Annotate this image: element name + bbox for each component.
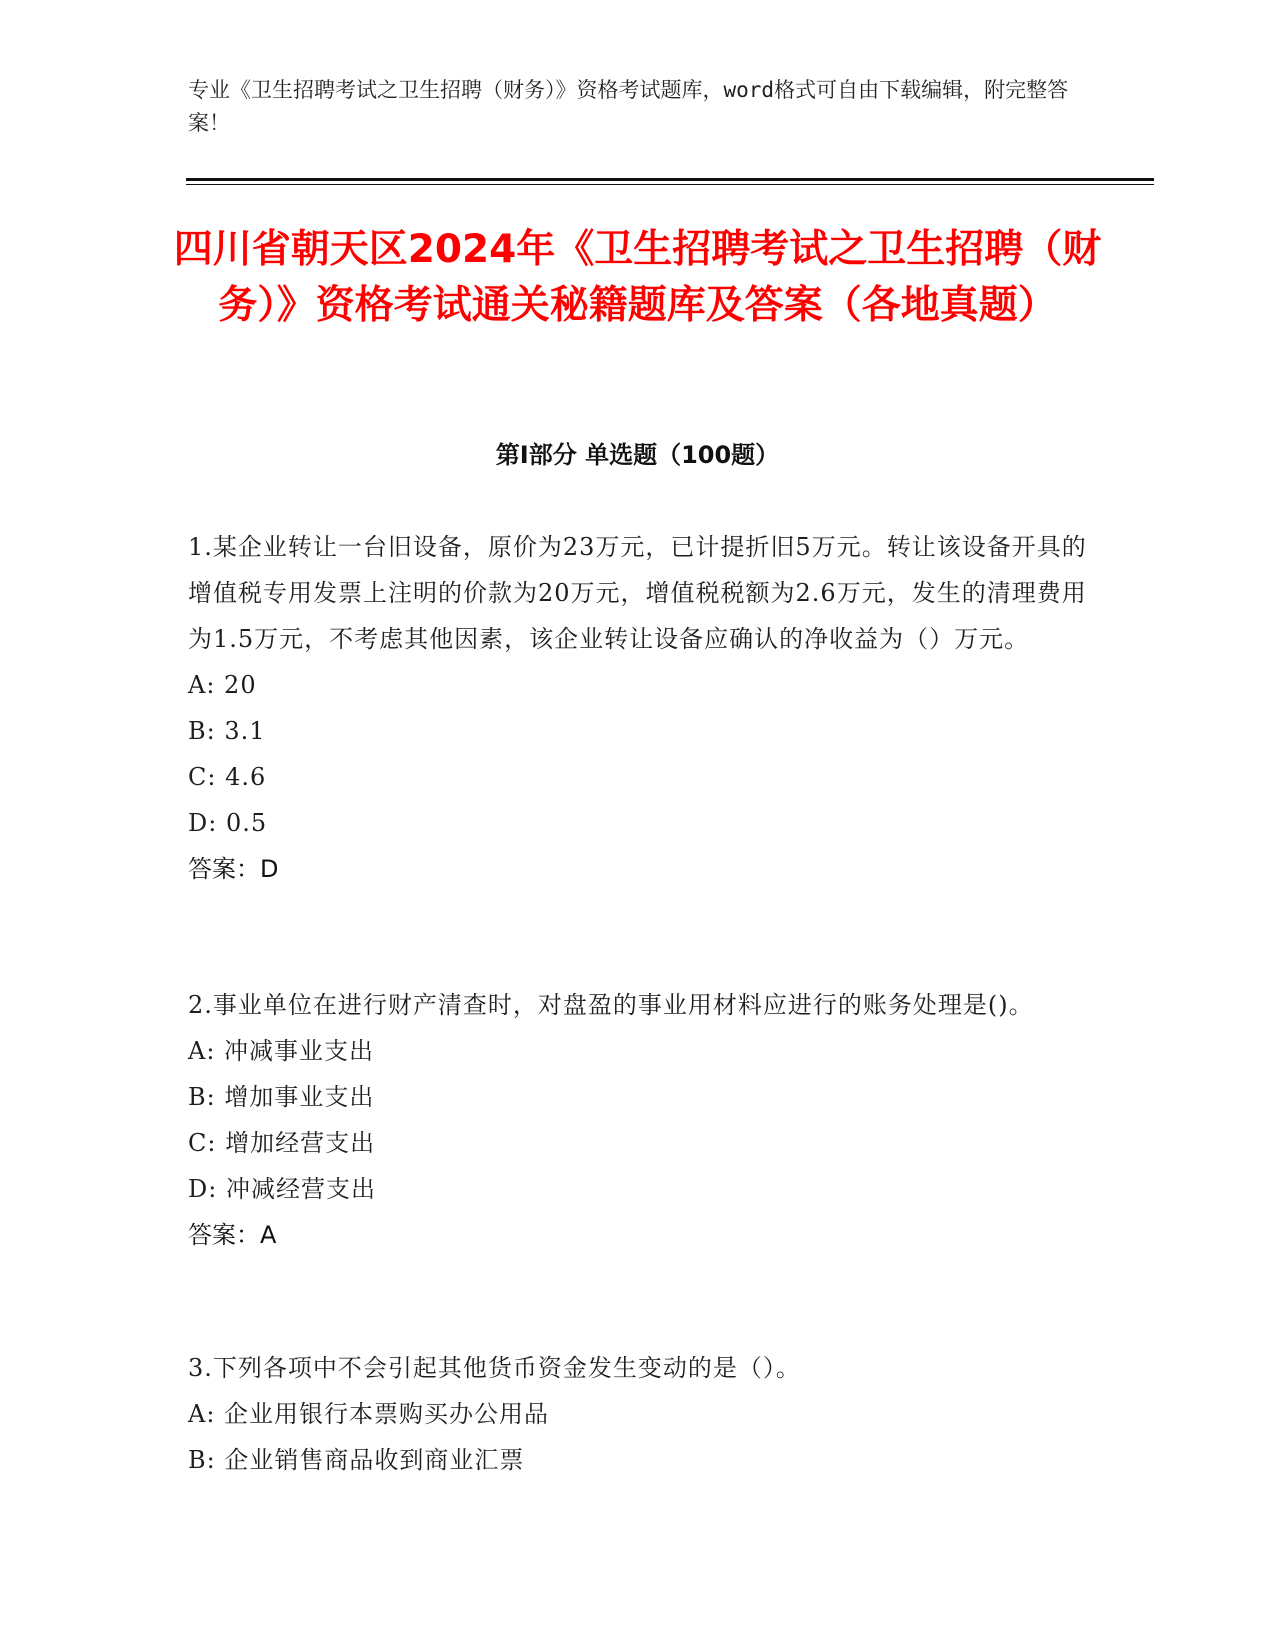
header-divider-thin (186, 184, 1154, 185)
question-1 (188, 524, 1088, 892)
answer: 答案：A (188, 1221, 277, 1249)
document-title: 四川省朝天区2024年《卫生招聘考试之卫生招聘（财务）》资格考试通关秘籍题库及答案（各地真题） (173, 227, 1102, 328)
section-heading: 第I部分 单选题（100题） (495, 441, 780, 469)
answer: 答案：D (188, 855, 279, 883)
option-b: B: 增加事业支出 (188, 1083, 375, 1111)
question-stem: 2.事业单位在进行财产清查时，对盘盈的事业用材料应进行的账务处理是()。 (188, 991, 1034, 1019)
header-note: 专业《卫生招聘考试之卫生招聘（财务）》资格考试题库，word格式可自由下载编辑，附完整答案！ (188, 78, 1069, 135)
question-stem: 1.某企业转让一台旧设备，原价为23万元，已计提折旧5万元。转让该设备开具的增值税专用发票上注明的价款为20万元，增值税税额为2.6万元，发生的清理费用为1.5万元，不考虑其他因素，该企业转让设备应确认的净收益为（）万元。 (188, 533, 1087, 653)
option-d: D: 0.5 (188, 809, 268, 837)
option-d: D: 冲减经营支出 (188, 1175, 376, 1203)
option-b: B: 企业销售商品收到商业汇票 (188, 1446, 525, 1474)
question-stem: 3.下列各项中不会引起其他货币资金发生变动的是（）。 (188, 1354, 801, 1382)
header-divider-thick (186, 178, 1154, 181)
option-a: A: 企业用银行本票购买办公用品 (188, 1400, 550, 1428)
option-a: A: 20 (188, 671, 257, 699)
option-c: C: 增加经营支出 (188, 1129, 376, 1157)
option-c: C: 4.6 (188, 763, 267, 791)
option-a: A: 冲减事业支出 (188, 1037, 375, 1065)
question-2 (188, 982, 1088, 1258)
option-b: B: 3.1 (188, 717, 266, 745)
question-3 (188, 1345, 1088, 1483)
